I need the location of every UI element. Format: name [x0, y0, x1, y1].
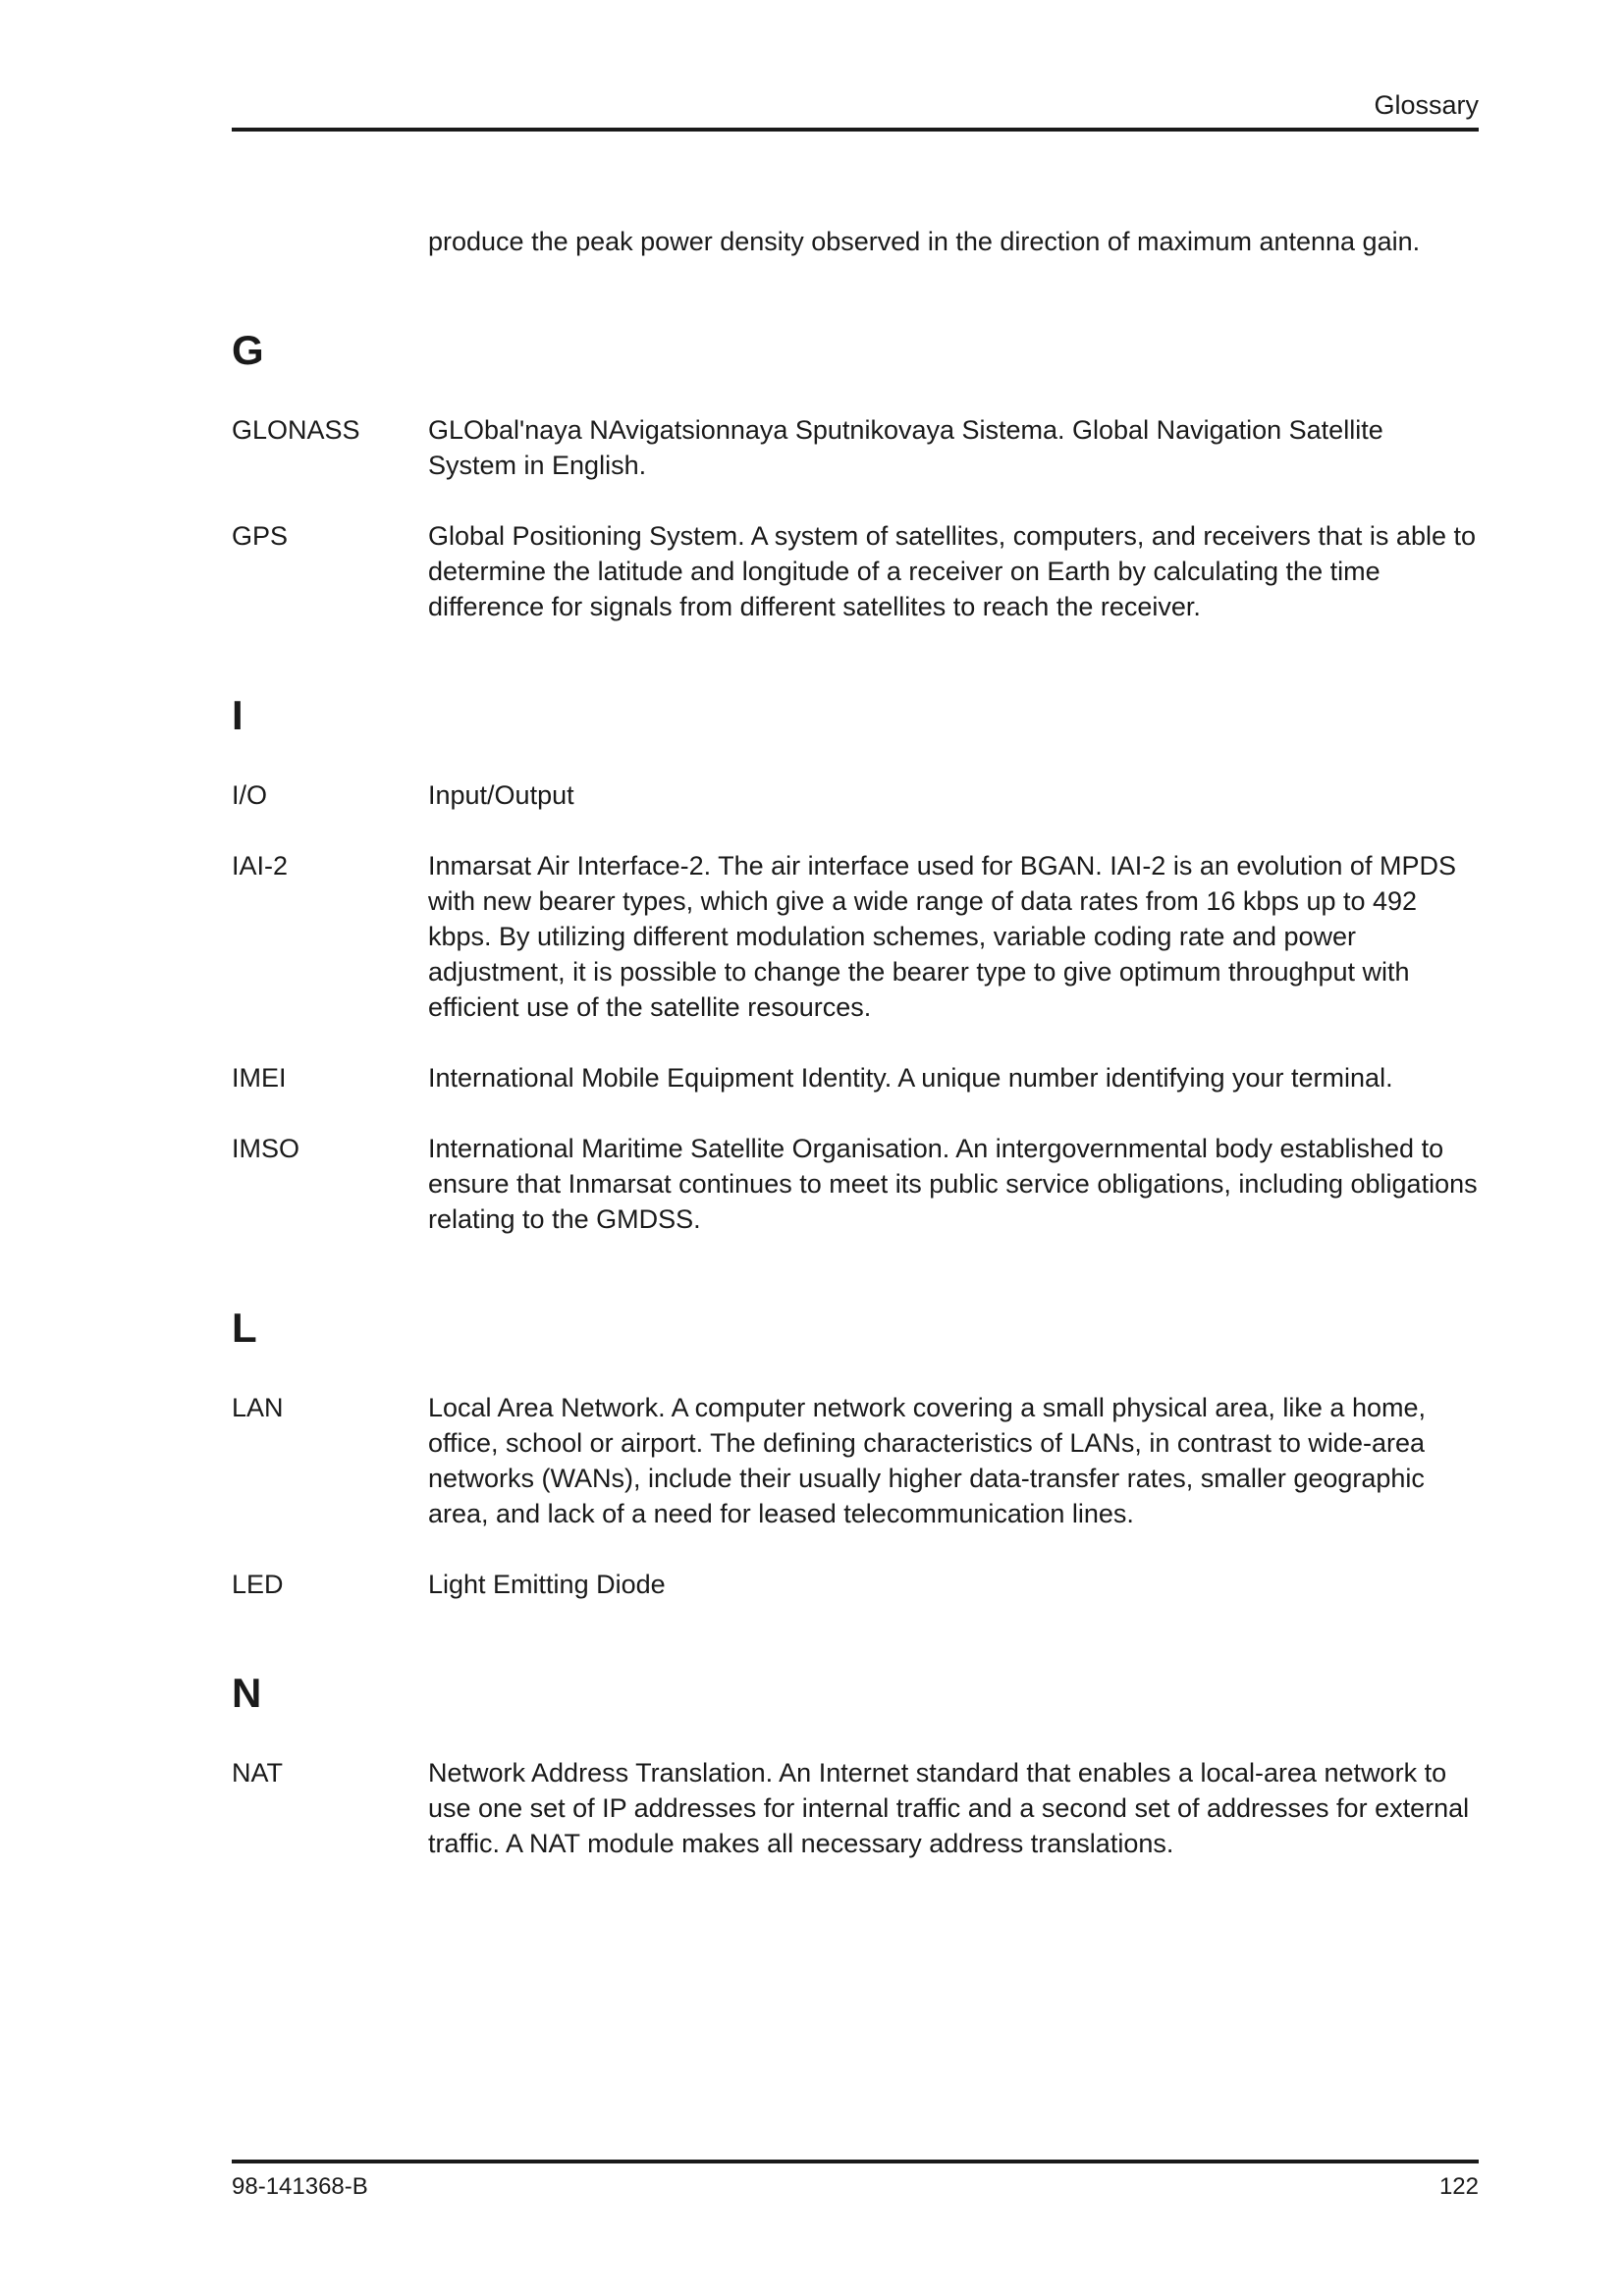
glossary-term: NAT — [232, 1758, 283, 1788]
document-code: 98-141368-B — [232, 2173, 368, 2200]
glossary-entry — [232, 848, 1479, 1025]
glossary-term: GLONASS — [232, 415, 360, 445]
glossary-entry — [232, 1755, 1479, 1861]
page-number: 122 — [1438, 2173, 1479, 2200]
section-letter-l: L — [232, 1305, 257, 1351]
section-letter-n: N — [232, 1670, 262, 1716]
glossary-content — [232, 224, 1479, 1896]
glossary-term: LAN — [232, 1393, 284, 1422]
section-letter-g: G — [232, 327, 264, 373]
page-header-title: Glossary — [1374, 90, 1479, 120]
glossary-definition: Network Address Translation. An Internet standard that enables a local-area network to use one set of IP addresses for internal traffic and a second set of addresses for external traffic. A NAT module makes all necessary address translations. — [428, 1758, 1470, 1858]
glossary-definition: Local Area Network. A computer network covering a small physical area, like a home, office, school or airport. The defining characteristics of LANs, in contrast to wide-area networks (WANs), include their usually higher data-transfer rates, smaller geographic area, and lack of a need for leased telecommunication lines. — [428, 1393, 1426, 1528]
glossary-term: I/O — [232, 780, 268, 810]
glossary-term: IAI-2 — [232, 851, 289, 881]
glossary-definition: Light Emitting Diode — [428, 1570, 666, 1599]
glossary-entry — [232, 1060, 1479, 1095]
glossary-definition: Global Positioning System. A system of satellites, computers, and receivers that is able to determine the latitude and longitude of a receiver on Earth by calculating the time difference for signals from different satellites to reach the receiver. — [428, 521, 1477, 621]
glossary-term: LED — [232, 1570, 284, 1599]
glossary-definition: GLObal'naya NAvigatsionnaya Sputnikovaya Sistema. Global Navigation Satellite System in English. — [428, 415, 1383, 480]
glossary-term: IMEI — [232, 1063, 287, 1093]
glossary-entry — [232, 777, 1479, 813]
header-rule — [232, 128, 1479, 132]
continuation-text: produce the peak power density observed in the direction of maximum antenna gain. — [428, 227, 1421, 256]
glossary-definition: International Mobile Equipment Identity. A unique number identifying your terminal. — [428, 1063, 1393, 1093]
footer-rule — [232, 2160, 1479, 2163]
glossary-entry — [232, 412, 1479, 483]
glossary-entry — [232, 1567, 1479, 1602]
glossary-definition: Inmarsat Air Interface-2. The air interface used for BGAN. IAI-2 is an evolution of MPDS with new bearer types, which give a wide range of data rates from 16 kbps up to 492 kbps. By utilizing different modulation schemes, variable coding rate and power adjustment, it is possible to change the bearer type to give optimum throughput with efficient use of the satellite resources. — [428, 851, 1456, 1022]
glossary-term: IMSO — [232, 1134, 300, 1163]
glossary-definition: International Maritime Satellite Organisation. An intergovernmental body established to ensure that Inmarsat continues to meet its public service obligations, including obligations relating to the GMDSS. — [428, 1134, 1478, 1234]
glossary-term: GPS — [232, 521, 289, 551]
section-letter-i: I — [232, 692, 244, 738]
glossary-entry — [232, 1131, 1479, 1237]
glossary-entry — [232, 1390, 1479, 1531]
glossary-entry — [232, 518, 1479, 624]
glossary-definition: Input/Output — [428, 780, 574, 810]
